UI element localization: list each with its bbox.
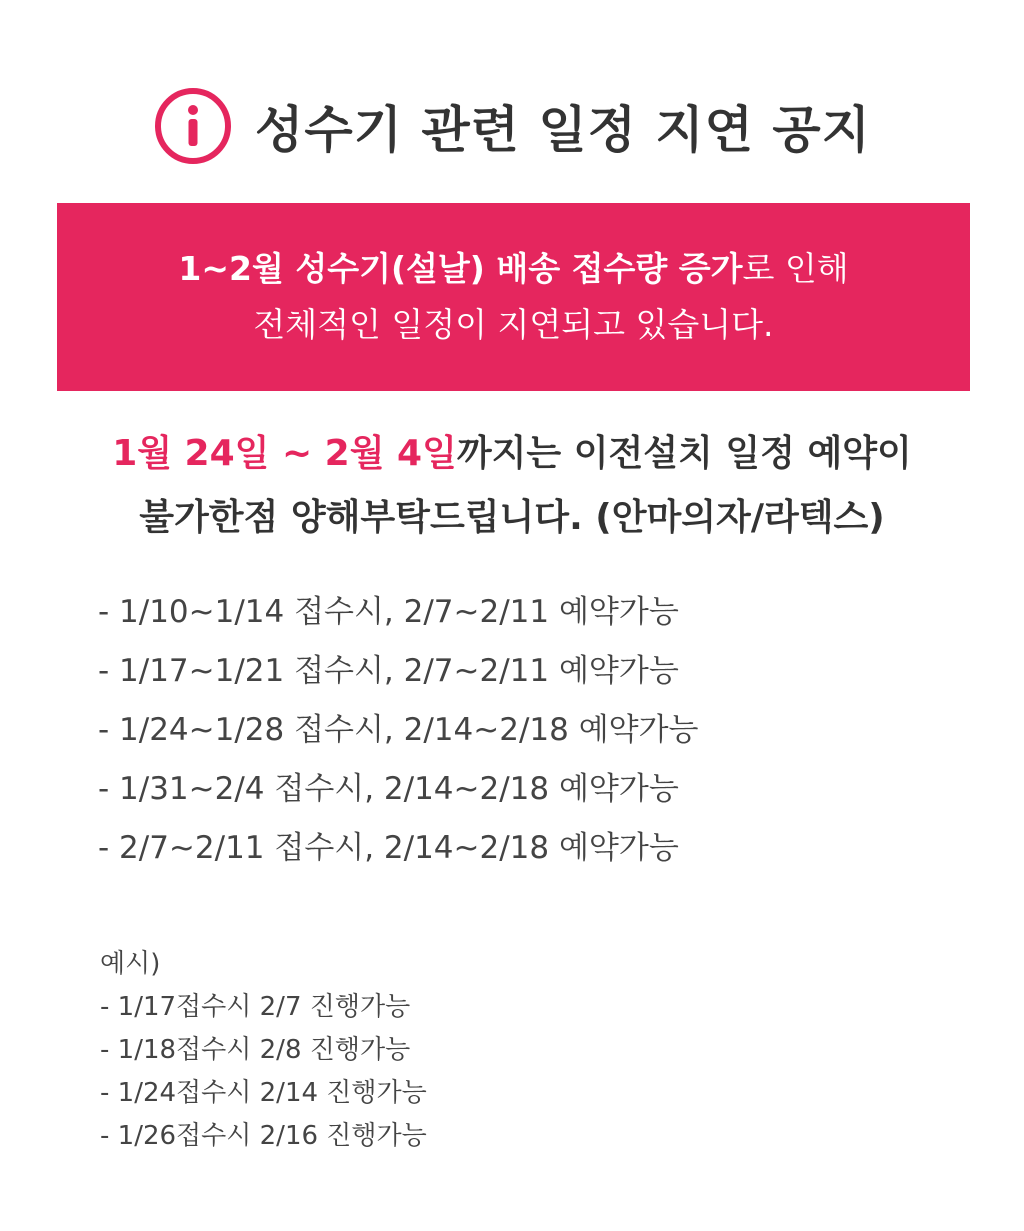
banner-line-1-rest: 로 인해 [742,249,849,288]
example-item: - 1/17접수시 2/7 진행가능 [100,992,411,1022]
delay-banner [57,203,970,391]
page-title: 성수기 관련 일정 지연 공지 [255,101,871,159]
reservation-notice [0,422,1024,550]
schedule-item: - 1/24~1/28 접수시, 2/14~2/18 예약가능 [98,712,699,748]
example-item: - 1/26접수시 2/16 진행가능 [100,1121,427,1151]
banner-line-1 [178,241,848,297]
example-section [100,943,980,1158]
example-title: 예시) [100,949,161,979]
banner-line-2: 전체적인 일정이 지연되고 있습니다. [253,305,774,344]
example-item: - 1/24접수시 2/14 진행가능 [100,1078,427,1108]
notice-date-range: 1월 24일 ~ 2월 4일 [112,433,457,474]
schedule-list [98,583,978,878]
title-row [0,86,1024,166]
example-item: - 1/18접수시 2/8 진행가능 [100,1035,411,1065]
schedule-item: - 1/31~2/4 접수시, 2/14~2/18 예약가능 [98,771,679,807]
banner-highlight: 1~2월 성수기(설날) 배송 접수량 증가 [178,249,743,288]
schedule-item: - 2/7~2/11 접수시, 2/14~2/18 예약가능 [98,830,679,866]
notice-line-1 [0,422,1024,486]
notice-line-2: 불가한점 양해부탁드립니다. (안마의자/라텍스) [139,497,885,538]
notice-line-1-rest: 까지는 이전설치 일정 예약이 [456,433,912,474]
schedule-item: - 1/10~1/14 접수시, 2/7~2/11 예약가능 [98,594,679,630]
schedule-item: - 1/17~1/21 접수시, 2/7~2/11 예약가능 [98,653,679,689]
info-icon [153,86,233,166]
